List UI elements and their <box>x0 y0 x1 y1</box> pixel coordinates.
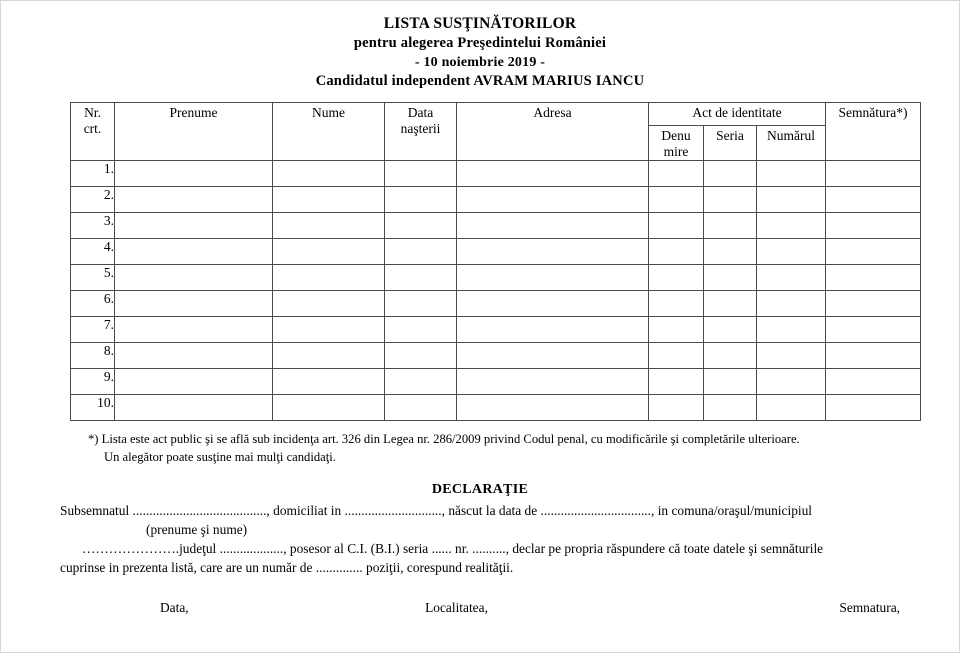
cell-data-nasterii[interactable] <box>385 291 457 317</box>
cell-adresa[interactable] <box>457 317 649 343</box>
cell-denumire[interactable] <box>649 369 704 395</box>
cell-denumire[interactable] <box>649 161 704 187</box>
cell-semnatura[interactable] <box>826 213 921 239</box>
cell-adresa[interactable] <box>457 161 649 187</box>
cell-denumire[interactable] <box>649 343 704 369</box>
signature-row <box>60 600 900 616</box>
cell-prenume[interactable] <box>115 265 273 291</box>
title-subtitle-election: pentru alegerea Preşedintelui României <box>353 35 607 52</box>
cell-seria[interactable] <box>704 369 757 395</box>
cell-seria[interactable] <box>704 291 757 317</box>
column-header-denumire-line1: Denu <box>661 128 691 144</box>
column-header-nr-crt <box>71 103 115 161</box>
cell-numarul[interactable] <box>757 343 826 369</box>
cell-adresa[interactable] <box>457 369 649 395</box>
cell-nume[interactable] <box>273 343 385 369</box>
cell-denumire[interactable] <box>649 213 704 239</box>
cell-seria[interactable] <box>704 187 757 213</box>
cell-seria[interactable] <box>704 239 757 265</box>
cell-seria[interactable] <box>704 213 757 239</box>
cell-adresa[interactable] <box>457 187 649 213</box>
cell-data-nasterii[interactable] <box>385 239 457 265</box>
signers-table-wrapper <box>70 102 908 421</box>
cell-nume[interactable] <box>273 369 385 395</box>
row-number-cell: 2. <box>71 187 115 213</box>
cell-prenume[interactable] <box>115 395 273 421</box>
cell-seria[interactable] <box>704 265 757 291</box>
cell-semnatura[interactable] <box>826 317 921 343</box>
column-header-seria: Seria <box>704 126 757 161</box>
cell-semnatura[interactable] <box>826 343 921 369</box>
cell-data-nasterii[interactable] <box>385 265 457 291</box>
cell-prenume[interactable] <box>115 369 273 395</box>
cell-adresa[interactable] <box>457 343 649 369</box>
page-title: LISTA SUSŢINĂTORILOR <box>383 15 577 32</box>
table-row <box>71 213 921 239</box>
cell-denumire[interactable] <box>649 265 704 291</box>
column-header-denumire-line2: mire <box>663 144 689 160</box>
cell-numarul[interactable] <box>757 317 826 343</box>
cell-numarul[interactable] <box>757 395 826 421</box>
cell-numarul[interactable] <box>757 239 826 265</box>
cell-nume[interactable] <box>273 317 385 343</box>
cell-prenume[interactable] <box>115 187 273 213</box>
cell-nume[interactable] <box>273 161 385 187</box>
table-row <box>71 395 921 421</box>
column-header-data-nasterii <box>385 103 457 161</box>
table-row <box>71 265 921 291</box>
cell-numarul[interactable] <box>757 213 826 239</box>
row-number-cell: 5. <box>71 265 115 291</box>
cell-seria[interactable] <box>704 161 757 187</box>
column-header-denumire <box>649 126 704 161</box>
footnote-block <box>70 430 890 467</box>
cell-data-nasterii[interactable] <box>385 369 457 395</box>
declaration-line-1: Subsemnatul ........................................, domiciliat in ............................., născut la data de ................................., in comuna/oraşul/municipiul <box>60 503 813 519</box>
cell-adresa[interactable] <box>457 265 649 291</box>
cell-semnatura[interactable] <box>826 239 921 265</box>
declaration-line-1-subnote: (prenume şi nume) <box>146 522 248 538</box>
cell-denumire[interactable] <box>649 291 704 317</box>
declaration-line-3: cuprinse in prezenta listă, care are un număr de .............. poziţii, corespund realităţii. <box>60 560 514 576</box>
cell-adresa[interactable] <box>457 291 649 317</box>
title-election-date: - 10 noiembrie 2019 - <box>414 54 546 70</box>
cell-prenume[interactable] <box>115 317 273 343</box>
cell-semnatura[interactable] <box>826 265 921 291</box>
cell-denumire[interactable] <box>649 239 704 265</box>
cell-denumire[interactable] <box>649 187 704 213</box>
table-row <box>71 161 921 187</box>
column-header-nr-crt-line2: crt. <box>83 121 102 137</box>
table-row <box>71 317 921 343</box>
cell-prenume[interactable] <box>115 239 273 265</box>
signature-label-localitatea: Localitatea, <box>425 599 488 615</box>
column-header-act-de-identitate: Act de identitate <box>649 103 826 126</box>
document-title-block <box>1 1 959 91</box>
table-header-row-top <box>71 103 921 126</box>
cell-semnatura[interactable] <box>826 369 921 395</box>
column-header-nr-crt-line1: Nr. <box>84 105 101 121</box>
table-row <box>71 187 921 213</box>
cell-data-nasterii[interactable] <box>385 317 457 343</box>
cell-adresa[interactable] <box>457 395 649 421</box>
row-number-cell: 4. <box>71 239 115 265</box>
column-header-nume: Nume <box>273 103 385 161</box>
cell-nume[interactable] <box>273 239 385 265</box>
cell-seria[interactable] <box>704 317 757 343</box>
cell-prenume[interactable] <box>115 213 273 239</box>
cell-data-nasterii[interactable] <box>385 395 457 421</box>
cell-denumire[interactable] <box>649 395 704 421</box>
table-row <box>71 369 921 395</box>
column-header-semnatura: Semnătura*) <box>826 103 921 161</box>
cell-denumire[interactable] <box>649 317 704 343</box>
cell-semnatura[interactable] <box>826 291 921 317</box>
cell-data-nasterii[interactable] <box>385 187 457 213</box>
cell-data-nasterii[interactable] <box>385 161 457 187</box>
row-number-cell: 6. <box>71 291 115 317</box>
cell-numarul[interactable] <box>757 161 826 187</box>
cell-adresa[interactable] <box>457 239 649 265</box>
title-candidate-name: Candidatul independent AVRAM MARIUS IANCU <box>315 73 645 90</box>
cell-prenume[interactable] <box>115 161 273 187</box>
signature-label-semnatura: Semnatura, <box>839 599 900 615</box>
column-header-data-nasterii-line2: naşterii <box>400 121 441 137</box>
declaration-block <box>60 480 900 578</box>
row-number-cell: 3. <box>71 213 115 239</box>
cell-semnatura[interactable] <box>826 187 921 213</box>
row-number-cell: 1. <box>71 161 115 187</box>
row-number-cell: 10. <box>71 395 115 421</box>
cell-numarul[interactable] <box>757 291 826 317</box>
cell-nume[interactable] <box>273 291 385 317</box>
declaration-title: DECLARAŢIE <box>431 481 529 497</box>
cell-data-nasterii[interactable] <box>385 343 457 369</box>
table-row <box>71 343 921 369</box>
column-header-adresa: Adresa <box>457 103 649 161</box>
row-number-cell: 8. <box>71 343 115 369</box>
signers-table <box>70 102 921 421</box>
cell-prenume[interactable] <box>115 343 273 369</box>
cell-numarul[interactable] <box>757 369 826 395</box>
cell-nume[interactable] <box>273 187 385 213</box>
cell-adresa[interactable] <box>457 213 649 239</box>
cell-nume[interactable] <box>273 265 385 291</box>
footnote-line-legal: *) Lista este act public şi se află sub incidenţa art. 326 din Legea nr. 286/2009 privind Codul penal, cu modificările şi completările ulterioare. <box>88 432 800 447</box>
cell-numarul[interactable] <box>757 265 826 291</box>
cell-numarul[interactable] <box>757 187 826 213</box>
cell-semnatura[interactable] <box>826 161 921 187</box>
table-body <box>71 161 921 421</box>
cell-prenume[interactable] <box>115 291 273 317</box>
row-number-cell: 9. <box>71 369 115 395</box>
column-header-data-nasterii-line1: Data <box>407 105 434 121</box>
cell-semnatura[interactable] <box>826 395 921 421</box>
cell-data-nasterii[interactable] <box>385 213 457 239</box>
column-header-prenume: Prenume <box>115 103 273 161</box>
cell-seria[interactable] <box>704 343 757 369</box>
table-row <box>71 291 921 317</box>
table-row <box>71 239 921 265</box>
cell-nume[interactable] <box>273 213 385 239</box>
footnote-line-multiple-candidates: Un alegător poate susţine mai mulţi candidaţi. <box>104 450 336 465</box>
table-header <box>71 103 921 161</box>
cell-nume[interactable] <box>273 395 385 421</box>
column-header-numarul: Numărul <box>757 126 826 161</box>
signature-label-data: Data, <box>160 599 189 615</box>
cell-seria[interactable] <box>704 395 757 421</box>
row-number-cell: 7. <box>71 317 115 343</box>
declaration-line-2: ………………….judeţul ..................., posesor al C.I. (B.I.) seria ...... nr. .........., declar pe propria răspundere că toate datele şi semnăturile <box>82 541 824 557</box>
